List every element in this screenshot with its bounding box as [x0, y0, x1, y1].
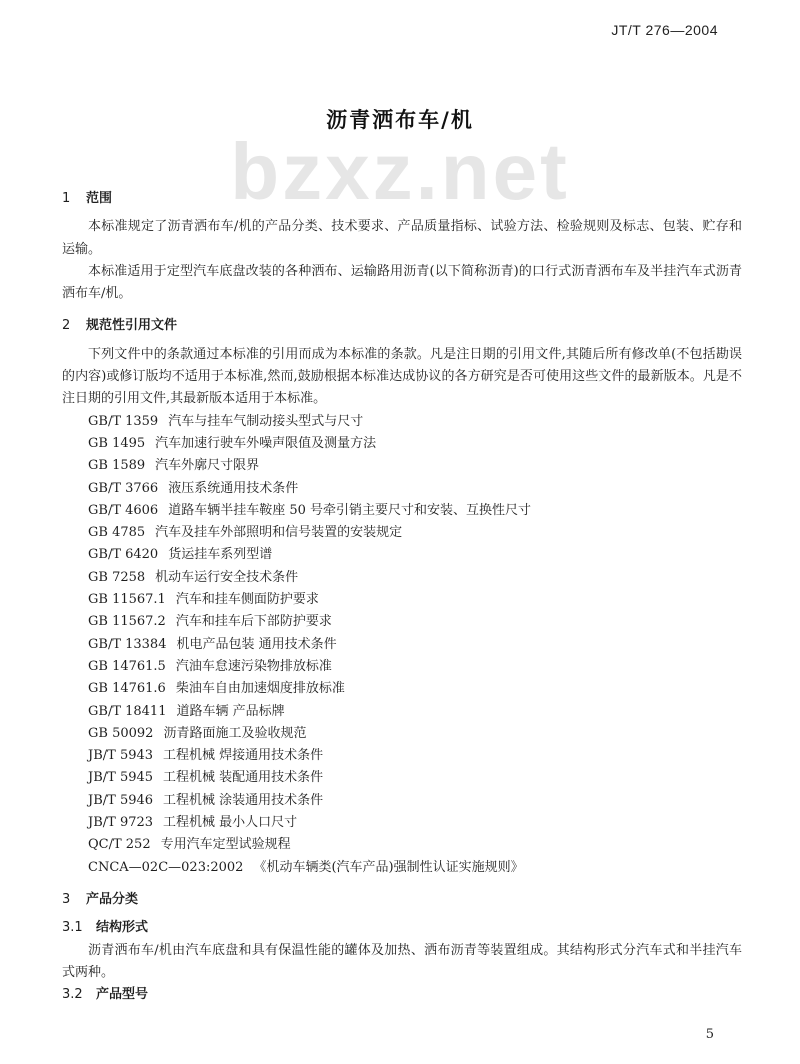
reference-item	[62, 567, 742, 589]
section-3-2-heading	[62, 984, 742, 1006]
subsection-number: 3.2	[62, 987, 83, 1003]
section-1-paragraph-1: 本标准规定了沥青洒布车/机的产品分类、技术要求、产品质量指标、试验方法、检验规则及标志、包装、贮存和运输。	[62, 219, 742, 257]
reference-code: GB 50092	[88, 725, 154, 741]
reference-code: QC/T 252	[88, 837, 151, 853]
reference-code: GB 1495	[88, 435, 146, 451]
reference-code: GB 4785	[88, 525, 146, 541]
section-3-1-paragraph: 沥青洒布车/机由汽车底盘和具有保温性能的罐体及加热、洒布沥青等装置组成。其结构形式分汽车式和半挂汽车式两种。	[62, 942, 742, 980]
subsection-title: 结构形式	[96, 920, 149, 936]
section-number: 2	[62, 318, 71, 334]
reference-item	[62, 455, 742, 477]
reference-item	[62, 857, 742, 879]
reference-item	[62, 522, 742, 544]
document-title: 沥青洒布车/机	[326, 108, 474, 132]
reference-code: GB 14761.5	[88, 658, 166, 674]
reference-code: JB/T 5943	[88, 748, 154, 764]
section-3-1-heading	[62, 917, 742, 939]
reference-title: 液压系统通用技术条件	[168, 480, 299, 496]
reference-item	[62, 500, 742, 522]
reference-title: 汽油车怠速污染物排放标准	[175, 658, 332, 674]
section-1-heading	[62, 188, 742, 210]
reference-title: 汽车与挂车气制动接头型式与尺寸	[168, 413, 364, 429]
reference-item	[62, 433, 742, 455]
reference-item	[62, 834, 742, 856]
reference-item	[62, 745, 742, 767]
reference-title: 汽车和挂车侧面防护要求	[175, 592, 319, 608]
section-3-heading	[62, 889, 742, 911]
reference-title: 机动车运行安全技术条件	[155, 569, 299, 585]
reference-item	[62, 723, 742, 745]
reference-title: 汽车及挂车外部照明和信号装置的安装规定	[155, 525, 403, 541]
section-2-intro: 下列文件中的条款通过本标准的引用而成为本标准的条款。凡是注日期的引用文件,其随后所有修改单(不包括勘误的内容)或修订版均不适用于本标准,然而,鼓励根据本标准达成协议的各方研究是否可使用这些文件的最新版本。凡是不注日期的引用文件,其最新版本适用于本标准。	[62, 346, 742, 407]
page-number: 5	[705, 1027, 714, 1042]
reference-code: GB 1589	[88, 458, 146, 474]
subsection-title: 产品型号	[96, 987, 149, 1003]
reference-item	[62, 656, 742, 678]
reference-item	[62, 767, 742, 789]
reference-code: JB/T 9723	[88, 815, 154, 831]
reference-title: 专用汽车定型试验规程	[160, 837, 291, 853]
reference-title: 沥青路面施工及验收规范	[163, 725, 307, 741]
reference-code: GB 11567.2	[88, 614, 166, 630]
section-title: 产品分类	[86, 891, 139, 907]
reference-title: 机电产品包装 通用技术条件	[176, 636, 337, 652]
section-title: 规范性引用文件	[86, 318, 178, 334]
reference-title: 道路车辆半挂车鞍座 50 号牵引销主要尺寸和安装、互换性尺寸	[168, 502, 532, 518]
reference-code: CNCA—02C—023:2002	[88, 859, 244, 875]
reference-code: GB/T 4606	[88, 502, 159, 518]
subsection-number: 3.1	[62, 920, 83, 936]
reference-title: 《机动车辆类(汽车产品)强制性认证实施规则》	[253, 859, 524, 875]
reference-title: 工程机械 最小人口尺寸	[163, 815, 298, 831]
reference-item	[62, 611, 742, 633]
reference-code: GB/T 1359	[88, 413, 159, 429]
reference-title: 工程机械 涂装通用技术条件	[163, 792, 324, 808]
reference-code: GB/T 3766	[88, 480, 159, 496]
reference-item	[62, 701, 742, 723]
reference-item	[62, 544, 742, 566]
reference-title: 汽车和挂车后下部防护要求	[175, 614, 332, 630]
reference-title: 工程机械 装配通用技术条件	[163, 770, 324, 786]
reference-item	[62, 478, 742, 500]
reference-code: GB 11567.1	[88, 592, 166, 608]
reference-code: GB 14761.6	[88, 681, 166, 697]
section-2-heading	[62, 315, 742, 337]
reference-item	[62, 790, 742, 812]
reference-title: 柴油车自由加速烟度排放标准	[175, 681, 345, 697]
normative-reference-list	[62, 411, 742, 879]
reference-code: GB 7258	[88, 569, 146, 585]
reference-item	[62, 678, 742, 700]
reference-item	[62, 411, 742, 433]
reference-title: 汽车加速行驶车外噪声限值及测量方法	[155, 435, 377, 451]
reference-code: GB/T 6420	[88, 547, 159, 563]
reference-code: JB/T 5945	[88, 770, 154, 786]
reference-title: 工程机械 焊接通用技术条件	[163, 748, 324, 764]
section-1-paragraph-2: 本标准适用于定型汽车底盘改装的各种洒布、运输路用沥青(以下简称沥青)的口行式沥青洒布车及半挂汽车式沥青洒布车/机。	[62, 263, 742, 302]
section-number: 1	[62, 191, 71, 206]
reference-item	[62, 812, 742, 834]
reference-title: 货运挂车系列型谱	[168, 547, 273, 563]
reference-item	[62, 634, 742, 656]
section-title: 范围	[86, 191, 113, 206]
reference-code: JB/T 5946	[88, 792, 154, 808]
reference-item	[62, 589, 742, 611]
watermark: bzxz.net	[230, 127, 570, 216]
reference-code: GB/T 13384	[88, 636, 167, 652]
standard-code-header: JT/T 276—2004	[611, 22, 718, 38]
reference-title: 汽车外廓尺寸限界	[155, 458, 260, 474]
reference-code: GB/T 18411	[88, 703, 167, 719]
section-number: 3	[62, 891, 71, 907]
document-body	[62, 188, 742, 1006]
reference-title: 道路车辆 产品标牌	[176, 703, 285, 719]
